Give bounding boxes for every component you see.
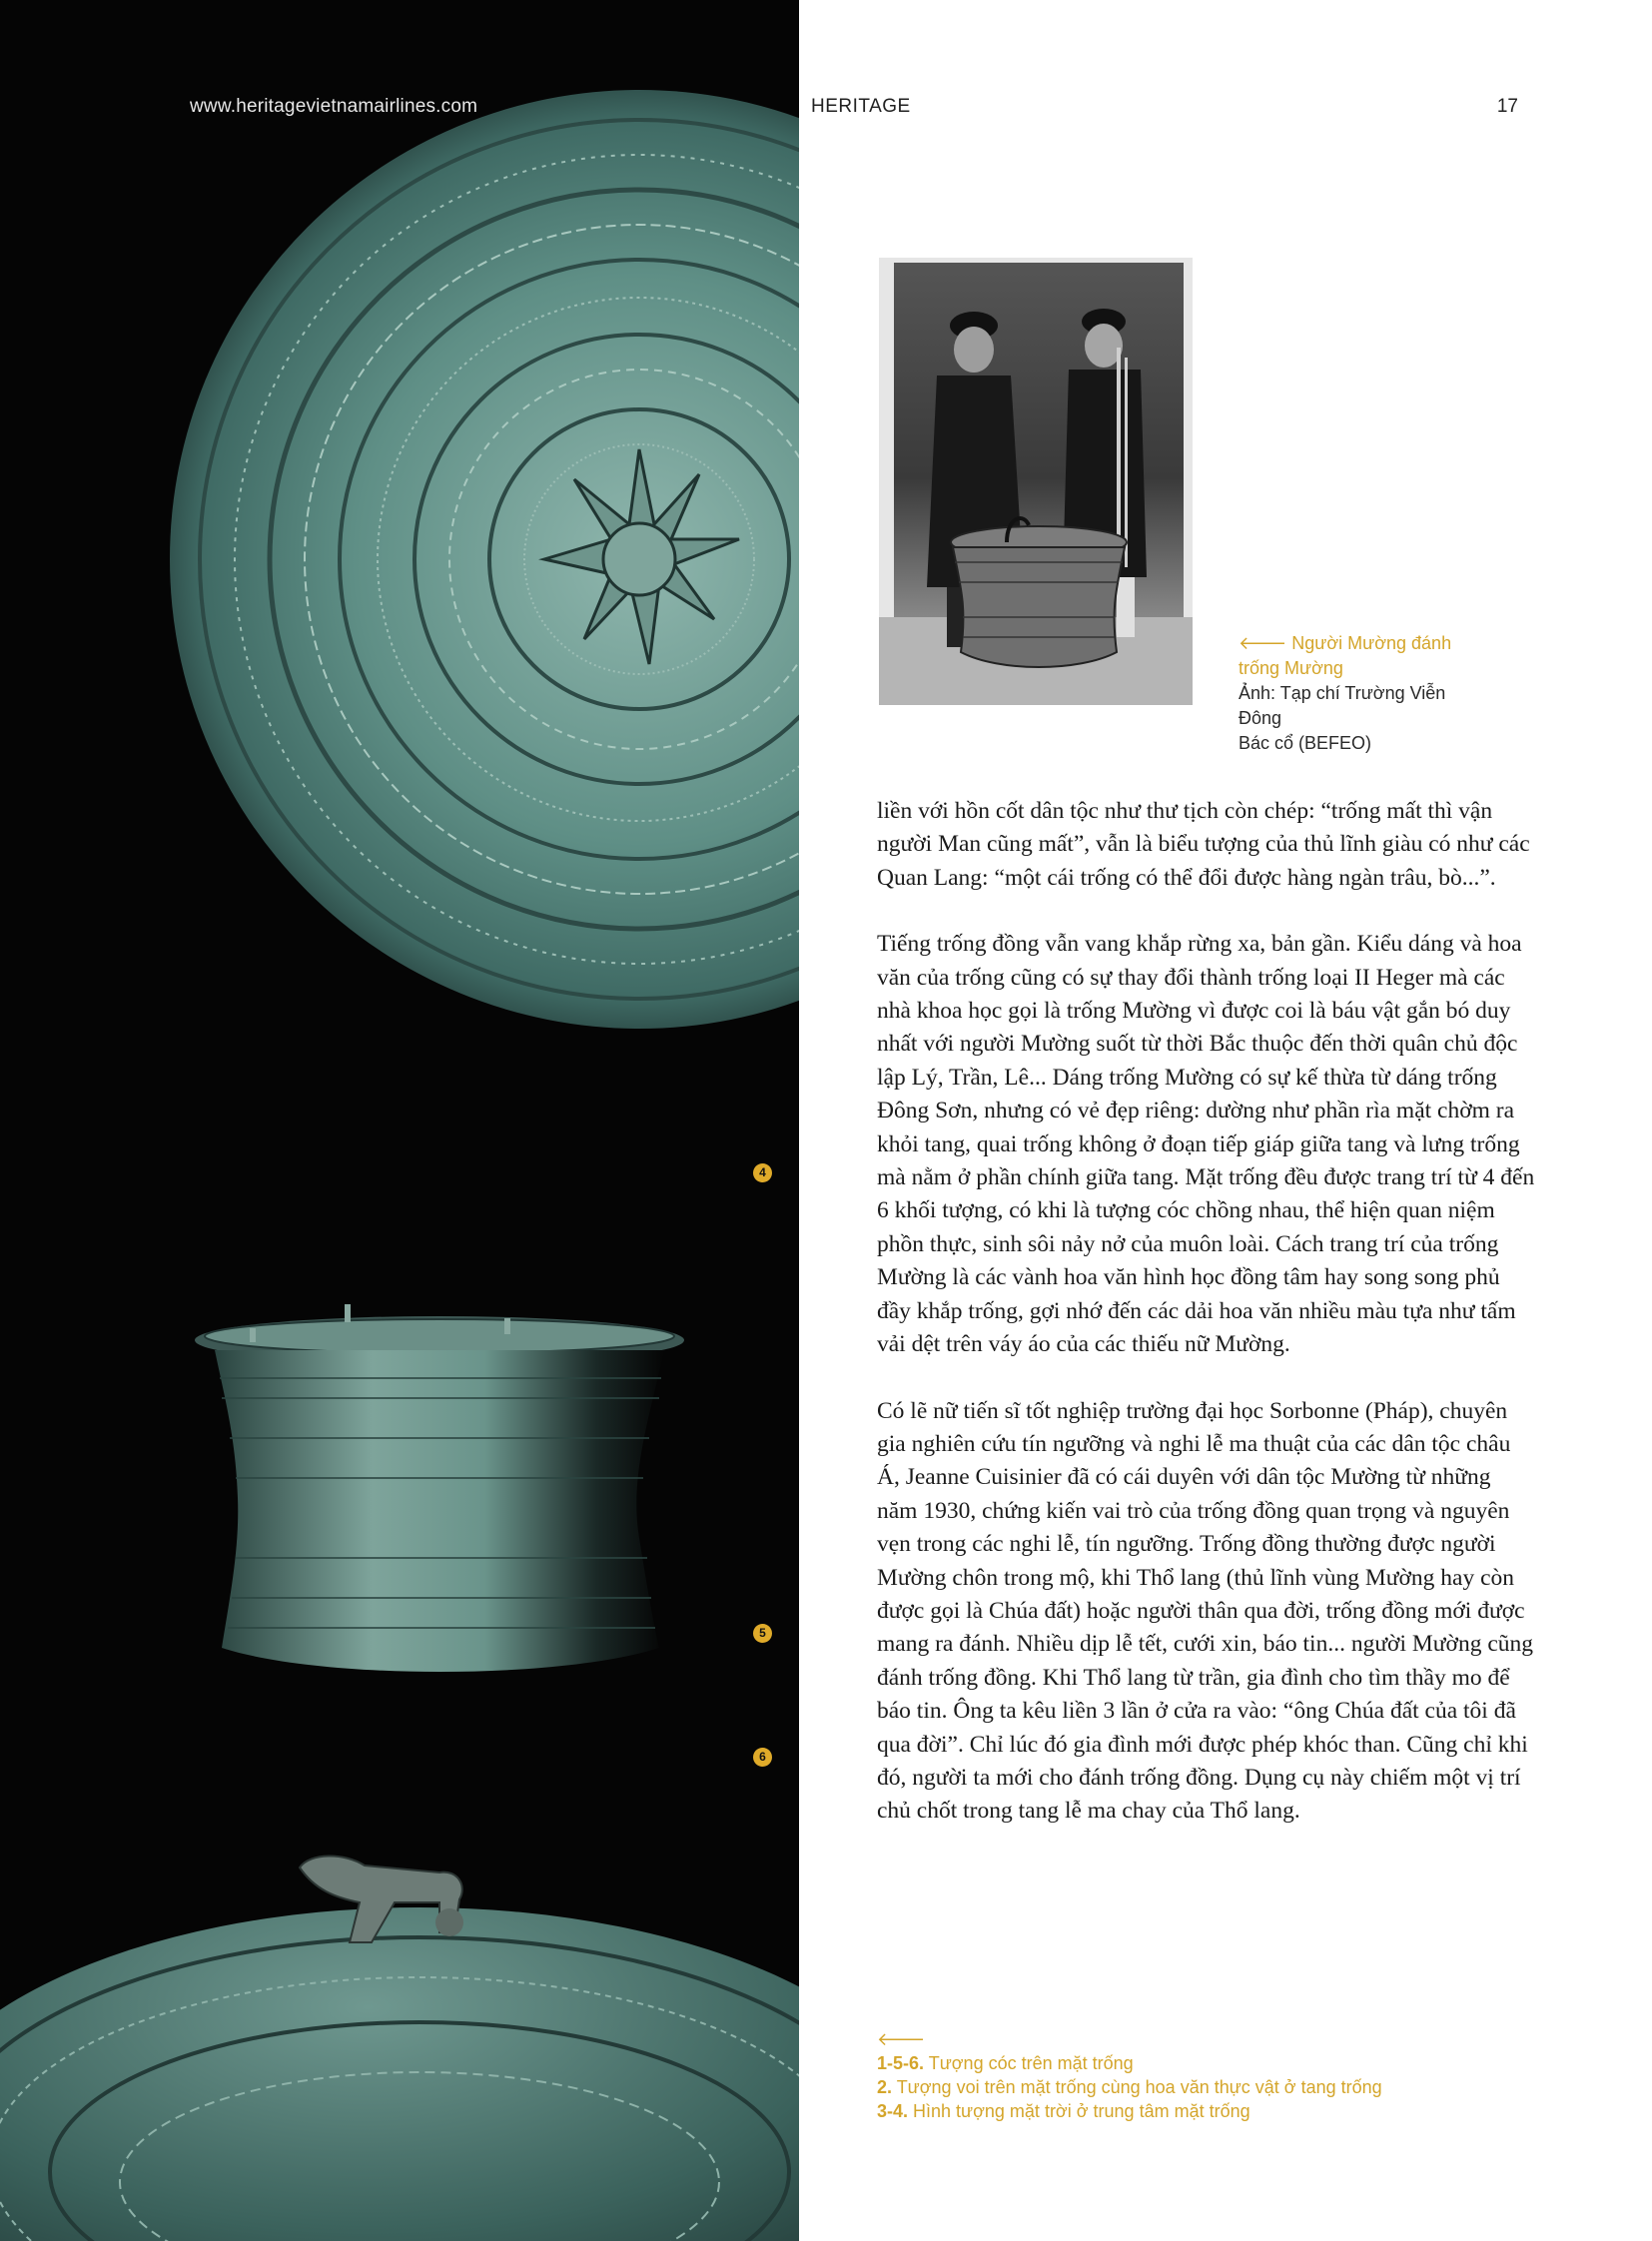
figure-note <box>877 2051 1576 2075</box>
arrow-left-icon: 🡐 <box>877 2029 926 2049</box>
caption-credit: Ảnh: Tạp chí Trường Viễn Đông <box>1239 683 1446 728</box>
historical-photo <box>879 258 1193 705</box>
caption-credit: Bác cổ (BEFEO) <box>1239 733 1372 753</box>
section-title: HERITAGE <box>811 96 911 117</box>
paragraph: Có lẽ nữ tiến sĩ tốt nghiệp trường đại học Sorbonne (Pháp), chuyên gia nghiên cứu tín ngưỡng và nghi lễ ma thuật của các dân tộc châu Á, Jeanne Cuisinier đã có cái duyên với dân tộc Mường từ những năm 1930, chứng kiến vai trò của trống đồng quan trọng và nguyên vẹn trong các nghi lễ, tín ngưỡng. Trống đồng thường được người Mường chôn trong mộ, khi Thổ lang (thủ lĩnh vùng Mường hay còn được gọi là Chúa đất) hoặc người thân qua đời, trống đồng mới được mang ra đánh. Nhiều dịp lễ tết, cưới xin, báo tin... người Mường cũng đánh trống đồng. Khi Thổ lang từ trần, gia đình cho tìm thầy mo để báo tin. Ông ta kêu liền 3 lần ở cửa ra vào: “ông Chúa đất của tôi đã qua đời”. Chỉ lúc đó gia đình mới được phép khóc than. Cũng chỉ khi đó, người ta mới cho đánh trống đồng. Dụng cụ này chiếm một vị trí chủ chốt trong tang lễ ma chay của Thổ lang. <box>877 1397 1534 1825</box>
page-number: 17 <box>1496 96 1518 117</box>
figure-note <box>877 2099 1576 2123</box>
figure-note-number: 3-4. <box>877 2101 909 2121</box>
drum-side-image <box>195 1304 684 1672</box>
photo-number-badge: 6 <box>753 1748 772 1767</box>
figure-note-number: 2. <box>877 2077 893 2097</box>
drum-toad-image <box>0 1856 799 2241</box>
caption-line: Người Mường đánh <box>1291 633 1452 653</box>
figure-note-number: 1-5-6. <box>877 2053 925 2073</box>
photo-caption <box>1239 631 1488 756</box>
figure-note-text: Hình tượng mặt trời ở trung tâm mặt trống <box>908 2101 1250 2121</box>
figure-note <box>877 2075 1576 2099</box>
figure-note-text: Tượng cóc trên mặt trống <box>924 2053 1134 2073</box>
photo-number-badge: 4 <box>753 1163 772 1182</box>
paragraph: liền với hồn cốt dân tộc như thư tịch còn chép: “trống mất thì vận người Man cũng mất”, vẫn là biểu tượng của thủ lĩnh giàu có như các Quan Lang: “một cái trống có thể đổi được hàng ngàn trâu, bò...”. <box>877 798 1530 891</box>
photo-collage <box>0 0 799 2241</box>
photo-panel <box>0 0 799 2241</box>
paragraph: Tiếng trống đồng vẫn vang khắp rừng xa, bản gần. Kiểu dáng và hoa văn của trống cũng có sự thay đổi thành trống loại II Heger mà các nhà khoa học gọi là trống Mường vì được coi là báu vật gắn bó duy nhất với người Mường suốt từ thời Bắc thuộc đến thời quân chủ độc lập Lý, Trần, Lê... Dáng trống Mường có sự kế thừa từ dáng trống Đông Sơn, nhưng có vẻ đẹp riêng: dường như phần rìa mặt chờm ra khỏi tang, quai trống không ở đoạn tiếp giáp giữa tang và lưng trống mà nằm ở phần chính giữa tang. Mặt trống đều được trang trí từ 4 đến 6 khối tượng, có khi là tượng cóc chồng nhau, thể hiện quan niệm phồn thực, sinh sôi nảy nở của muôn loài. Cách trang trí của trống Mường là các vành hoa văn hình học đồng tâm hay song song phủ đầy khắp trống, gợi nhớ đến các dải hoa văn nhiều màu tựa như tấm vải dệt trên váy áo của các thiếu nữ Mường. <box>877 931 1535 1358</box>
figure-note-text: Tượng voi trên mặt trống cùng hoa văn thực vật ở tang trống <box>892 2077 1382 2097</box>
photo-number-badge: 5 <box>753 1624 772 1643</box>
bw-photo-drawing <box>879 258 1193 705</box>
caption-title <box>1239 631 1488 656</box>
arrow-left-icon: 🡐 <box>1239 633 1287 653</box>
website-url[interactable]: www.heritagevietnamairlines.com <box>190 96 478 117</box>
article-body <box>877 795 1536 1862</box>
figure-notes <box>877 2027 1576 2123</box>
caption-line: trống Mường <box>1239 658 1343 678</box>
drum-face-image <box>170 90 799 1029</box>
